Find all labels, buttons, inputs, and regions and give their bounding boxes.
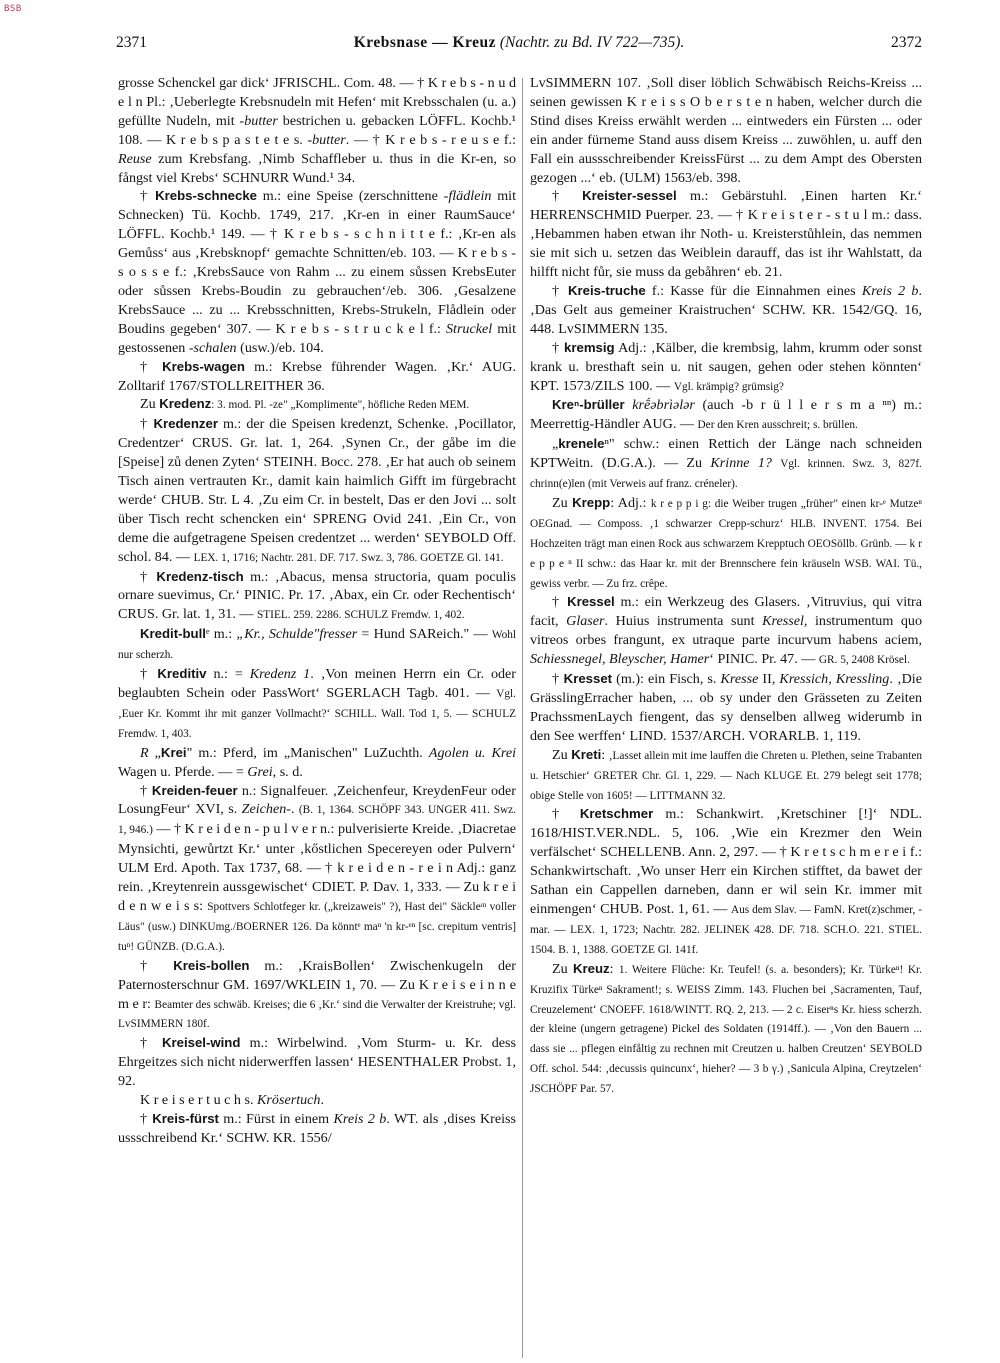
dictionary-paragraph (118, 1110, 516, 1148)
entry-text: . ‚Von meinen Herrn ein Cr. oder beglaubten Schein oder PassWort‘ SGERLACH Tagb. 401. — (118, 666, 516, 701)
headword: Krei (160, 744, 187, 760)
entry-text: . ‚Die GrässlingErracher haben, ... ob sy under den Grässeten zu Zeiten PrachssmenLaych fiengent, das sy denselben allweg widerumb in den See werffen‘ LIND. 1537/ARCH. VORARLB. 1, 119. (530, 671, 922, 744)
italic-text: -flädlein (443, 188, 492, 205)
headword: Kreiden-feuer (151, 782, 238, 798)
reference-note: (B. 1, 1364. SCHÖPF 343. UNGER 411. Swz. 1, 946.) (118, 804, 516, 837)
entry-text: (auch -b r ü l l e r s m a ⁿⁿ) m.: Meerrettig-Händler AUG. — (530, 397, 922, 433)
reference-note: LEX. 1, 1716; Nachtr. 281. DF. 717. Swz. 3, 786. GOETZE Gl. 141. (193, 551, 504, 564)
entry-text: † (552, 806, 580, 823)
italic-text: Grei (247, 763, 273, 780)
text-column-left (118, 74, 516, 1359)
entry-text: † (552, 188, 583, 205)
italic-text: Glaser (566, 613, 605, 630)
entry-text: II, (758, 671, 780, 688)
entry-text: m.: Gebärstuhl. ‚Einen harten Kr.‘ HERRENSCHMID Puerper. 23. — † K r e i s t e r - s t u l m.: dass. ‚Hebammen haben etwan ihr Noth- u. Kreisterstůhlein, das nemmen sie mit sich u. setzen das Weiblein darauff, das ist ihr Wahlstatt, da hilfft nicht fůr, sie muss da gebåhren‘ eb. 21. (530, 188, 922, 281)
headword: Krebs-wagen (162, 358, 245, 374)
entry-text: : (609, 960, 619, 977)
entry-text: . WT. als ‚dises Kreiss ussschreibend Kr.‘ SCHW. KR. 1556/ (118, 1110, 516, 1146)
reference-note: Vgl. ‚Euer Kr. Kommt ihr mit ganzer Vollmacht?‘ SCHILL. Wall. Tod 1, 5. — SCHULZ Fremdw. 1, 403. (118, 688, 516, 740)
headword: Kreisel-wind (161, 1035, 241, 1051)
entry-text: , s. d. (272, 763, 303, 780)
italic-text: Kreis 2 b (333, 1110, 387, 1127)
entry-text: ⁿ" schw.: einen Rettich der Länge nach schneiden KPTWeitn. (D.G.A.). — Zu (530, 436, 922, 472)
entry-text: LvSIMMERN 107. ‚Soll diser löblich Schwäbisch Reichs-Kreiss ... seinen gewissen K r e i s s O b e r s t e n haben, welcher durch die Stind dises Kreiss erwählt werden ... eintweders ein Fürsten ... oder ein ander fürneme Stand auss disem Kreiss ... zuwöhlen, u. auff den Fall ein aussschreibender KreissFürst ... zu dem Ampt des Obersten gezogen ...‘ eb. (ULM) 1563/eb. 398. (530, 75, 922, 186)
dictionary-paragraph (530, 805, 922, 959)
reference-note: GR. 5, 2408 Krösel. (818, 654, 910, 667)
entry-text: K r e i s e r t u c h s. (140, 1092, 258, 1109)
entry-text: † (552, 282, 568, 299)
dictionary-paragraph (118, 625, 516, 665)
entry-text: m.: ‚KraisBollen‘ Zwischenkugeln der Paternosterschnur GM. 1697/WKLEIN 1, 70. — Zu K r e i s e i n n e m e r: (118, 957, 516, 1012)
entry-text: † (552, 671, 564, 688)
entry-text: ᵉ m.: (205, 626, 237, 643)
entry-text: † (552, 339, 565, 356)
entry-text: (usw.)/eb. 104. (236, 339, 324, 356)
entry-text: † (140, 1110, 153, 1127)
entry-text: † (140, 957, 174, 974)
reference-note: ‚Lasset allein mit ime lauffen die Chreten u. Plethen, seine Trabanten u. Hetschier‘ GRETER Chr. Gl. 1, 229. — Nach KLUGE Et. 279 belegt seit 1778; obige Stelle von 1605! — LITTMANN 32. (530, 749, 922, 802)
entry-text: : (601, 746, 609, 763)
italic-text: Struckel (445, 320, 493, 337)
headword: Kretschmer (579, 806, 654, 822)
entry-text: — † K r e i d e n - p u l v e r n.: pulverisierte Kreide. ‚Diacretae Mynsichti, gewůrtzt Kr.‘ unter ‚kőstlichen Specereyen oder Pulvern‘ ULM Erd. Apoth. Tax 1737, 68. — † k r e i d e n - r e i n Adj.: ganz rein. ‚Kreytenrein aussgewischet‘ CDIET. P. Dav. 1, 333. — Zu k r e i d e n w e i s s: (118, 821, 516, 914)
entry-text: m.: der die Speisen kredenzt, Schenke. ‚Pocillator, Credentzer‘ CRUS. Gr. lat. 1, 264. ‚Synen Cr., der gåbe im die [Speise] zů denen Zyten‘ STEINH. Bocc. 278. ‚Er hat auch ob seinem Tisch ainen vertrauten Kr., damit kain haimlich Gifft im fürgebracht werde‘ CHUB. Str. L 4. ‚Zu eim Cr. in bestelt, Das er den Jovi ... solt über Tisch recht schencken ein‘ SPRENG Ovid 241. ‚Ein Cr., von deme die aufgetragene Speisen credentzet ... werden‘ SEYBOLD Off. schol. 84. — (118, 416, 516, 565)
italic-text: Kreis 2 b (861, 282, 919, 299)
reference-note: Vgl. krinnen. Swz. 3, 827f. chrinn(e)len (mit Verweis auf franz. créneler). (530, 458, 922, 491)
entry-text: zum Krebsfang. ‚Nimb Schaffleber u. thus in die Kr-en, so fångst viel Krebs‘ SCHNURR Wund.¹ 34. (118, 150, 516, 186)
entry-text: † (140, 568, 157, 585)
italic-text: Kredenz 1 (249, 666, 311, 683)
reference-note: Spottvers Schlotfeger kr. („kreizaweis" ?), Hast dei" Säckleᶦⁿ voller Läus" (usw.) DINKUmg./BOERNER 126. Da könntᵉ maⁿ 'n kr-ᵉⁿ [sc. crepitum ventris] tuⁿ! GÜNZB. (D.G.A.). (118, 900, 516, 953)
reference-note: Aus dem Slav. — FamN. Kret(z)schmer, -mar. — LEX. 1, 1723; Nachtr. 282. JELINEK 428. DF. 718. SCH.O. 221. STIEL. 1504. B. 1, 1388. GOETZE Gl. 141f. (530, 903, 922, 956)
italic-text: Kresse (720, 671, 759, 688)
entry-text: „ (552, 436, 559, 453)
headword: krenele (558, 436, 605, 452)
headword: Kreti (571, 746, 602, 762)
running-title-main: Krebsnase — Kreuz (353, 34, 496, 51)
headword: Kredenzer (153, 416, 218, 432)
headword: kremsig (564, 339, 615, 355)
headword: Krebs-schnecke (155, 188, 257, 204)
entry-text: Zu (552, 746, 572, 763)
italic-text: Agolen u. Krei (428, 744, 516, 761)
italic-text: Zeichen- (241, 801, 291, 818)
entry-text: : Adj.: (610, 494, 651, 511)
headword: Kreis-fürst (152, 1110, 219, 1126)
page-header (116, 34, 922, 58)
headword: Kreister-sessel (582, 188, 677, 204)
italic-text: Kressich, Kressling (779, 671, 890, 688)
dictionary-paragraph (530, 339, 922, 397)
dictionary-paragraph (118, 74, 516, 187)
reference-note: k r e p p i g: die Weiber trugen „früher" einen kr-ᵉ Mutzeⁿ OEGnad. — Composs. ‚1 schwarzer Crepp-schurz‘ HLB. INVENT. 1754. Bei Hochzeiten trägt man einen Rock aus schwarzem Krepptuch OEOSöllb. Grünb. — k r e p p e ⁿ II schw.: das Haar kr. mit der Brennschere fein kräuseln WSB. WAI. Tü., gewiss verbr. — Zu frz. crêpe. (530, 497, 922, 590)
entry-text: . (290, 801, 299, 818)
reference-note: Der den Kren ausschreit; s. brüllen. (697, 419, 858, 432)
italic-text: Kressel (762, 613, 804, 630)
headword: Kredit-bull (140, 626, 206, 642)
dictionary-paragraph (530, 960, 922, 1099)
dictionary-paragraph (118, 395, 516, 415)
dictionary-paragraph (530, 435, 922, 494)
dictionary-paragraph (118, 358, 516, 396)
headword: Kreuz (573, 960, 610, 976)
dictionary-paragraph (530, 187, 922, 282)
entry-text: † (140, 416, 154, 433)
italic-text: „Kr., Schulde"fresser (236, 626, 358, 643)
reference-note: 1. Weitere Flüche: Kr. Teufel! (s. a. besonders); Kr. Türkeⁿ! Kr. Kruzifix Türkeⁿ Sakrament!; s. WEISS Zimm. 143. Fluchen bei ‚Sacramenten, Tauf, Creuzelement‘ CNOEFF. 1618/WINTT. RQ. 2, 213. — 2 c. Eiserⁿs Kr. hiess scherzh. der kleine (ungern getragene) Pickel des Soldaten (1914ff.). — ‚Von den Bauern ... dass sie ... pflegen einfåltig zu rechnen mit Creutzen u. halben Creutzen‘ SEYBOLD Off. schol. 544: ‚decussis quincunx‘, hieher? — 3 b γ.) ‚Sanicula Alpina, Creytzelen‘ JSCHÖPF Par. 57. (530, 963, 922, 1096)
entry-text: m.: eine Speise (zerschnittene (257, 188, 444, 205)
dictionary-paragraph (530, 593, 922, 670)
entry-text: . Huius instrumenta sunt (604, 613, 763, 630)
dictionary-paragraph (530, 746, 922, 806)
entry-text: Zu (552, 494, 573, 511)
dictionary-paragraph (118, 957, 516, 1035)
entry-text: mit Schnecken) Tü. Kochb. 1749, 217. ‚Kr-en in einer RaumSauce‘ LÖFFL. Kochb.¹ 149. — † K r e b s - s c h n i t t e f.: ‚Kr-en als Gemůss‘ aus ‚Krebsknopf‘ gemachte Schnitten/eb. 103. — K r e b s - s o s s e f.: ‚KrebsSauce von Rahm ... zu einem sůssen KrebsEuter oder sůssen Krebs-Boudin zu gebrauchen‘/eb. 306. ‚Gesalzene KrebsSauce ... zu ... Krebsschnitten, Krebs-Strukeln, Flådlein oder Boudins gegeben‘ 307. — K r e b s - s t r u c k e l f.: (118, 188, 516, 337)
entry-text: f.: Kasse für die Einnahmen eines (645, 282, 862, 299)
dictionary-paragraph (530, 396, 922, 435)
entry-text: . — † K r e b s - r e u s e f.: (345, 131, 516, 148)
entry-text: Wagen u. Pferde. — = (118, 763, 248, 780)
entry-text: m.: Wirbelwind. ‚Vom Sturm- u. Kr. dess Ehrgeitzes sich nicht niderwerffen lassen‘ HESENTHALER Probst. 1, 92. (118, 1035, 516, 1090)
headword: Kreis-bollen (173, 957, 250, 973)
entry-text: grosse Schenckel gar dick‘ JFRISCHL. Com. 48. — † K r e b s - n u d e l n Pl.: ‚Ueberlegte Krebsnudeln mit Hefen‘ mit Krebsschalen (u. a.) gefüllte Nudeln, mit (118, 75, 516, 129)
italic-text: -schalen (188, 339, 237, 356)
entry-text: † (552, 594, 568, 611)
dictionary-paragraph (118, 415, 516, 567)
entry-text: mit gestossenen (118, 320, 516, 356)
entry-text: m.: Fürst in einem (218, 1110, 334, 1127)
entry-text: . (320, 1092, 324, 1109)
entry-text: n.: = (206, 666, 250, 683)
entry-text: m.: Krebse führender Wagen. ‚Kr.‘ AUG. Zolltarif 1767/STOLLREITHER 36. (118, 358, 516, 394)
headword: Kreditiv (157, 666, 207, 682)
entry-text: n.: Signalfeuer. ‚Zeichenfeur, KreydenFeur oder LosungFeur‘ XVI, s. (118, 782, 516, 818)
headword: Kredenz (159, 396, 212, 412)
entry-text: " m.: Pferd, im „Manischen" LuZuchth. (186, 744, 429, 761)
text-column-right (530, 74, 922, 1359)
entry-text: . ‚Das Gelt aus gemeiner Kraistruchen‘ SCHW. KR. 1542/GQ. 16, 448. LvSIMMERN 135. (530, 282, 922, 337)
headword: Kressel (567, 594, 615, 610)
entry-text: † (140, 1035, 162, 1052)
italic-text: Krösertuch (257, 1092, 321, 1109)
dictionary-paragraph (530, 282, 922, 339)
dictionary-paragraph (118, 744, 516, 782)
dictionary-paragraph (118, 665, 516, 744)
entry-text: , instrumentum quo vitreos orbes frangunt, ex utraque parte incurvum habens aciem, (530, 613, 922, 649)
dictionary-paragraph (118, 1091, 516, 1110)
reference-note: : 3. mod. Pl. -ze" „Komplimente", höfliche Reden MEM. (211, 399, 470, 412)
running-title (116, 34, 922, 52)
italic-text: -butter (307, 131, 346, 148)
library-stamp: BSB (4, 4, 22, 14)
italic-text: Schiessnegel, Bleyscher, Hamer (530, 651, 710, 668)
entry-text: Zu (140, 396, 160, 413)
headword: Krepp (572, 494, 611, 510)
entry-text: m.: ‚Abacus, mensa structoria, quam poculis ornare suevimus, Cr.‘ PINIC. Pr. 17. ‚Abax, ein Cr. oder Rechentisch‘ CRUS. Gr. lat. 1, 31. — (118, 568, 516, 623)
dictionary-paragraph (530, 670, 922, 746)
entry-text: „ (148, 744, 161, 761)
headword: Kreⁿ-brüller (552, 397, 625, 413)
italic-text: R (140, 744, 149, 761)
headword: Kresset (563, 671, 613, 687)
entry-text: Adj.: ‚Kälber, die krembsig, lahm, krumm oder sonst krank u. bresthaft sein u. nit saugen, gehen oder stehen könnten‘ KPT. 1573/ZILS 100. — (530, 339, 922, 394)
dictionary-paragraph (530, 74, 922, 187)
italic-text: Krinne 1? (710, 455, 772, 472)
entry-text: † (140, 358, 163, 375)
entry-text: m.: Schankwirt. ‚Kretschiner [!]‘ NDL. 1618/HIST.VER.NDL. 5, 106. ‚Wie ein Krezmer den Wein verfälschet‘ SCHELLENB. Ann. 2, 297. — † K r e t s c h m e r e i f.: Schankwirtschaft. ‚Wo unser Herr ein Kirchen stifftet, da bawet der Sathan ein Cappellen darneben, dann er wil sein Kr. immer mit einmengen‘ CHUB. Post. 1, 61. — (530, 806, 922, 917)
entry-text: (m.): ein Fisch, s. (612, 671, 721, 688)
reference-note: Vgl. krämpig? grümsig? (673, 380, 784, 393)
italic-text: -butter (239, 112, 278, 129)
italic-text: krḗəbrìələr (632, 397, 695, 414)
entry-text: † (140, 782, 152, 799)
entry-text: Zu (552, 960, 574, 977)
reference-note: Beamter des schwäb. Kreises; die 6 ‚Kr.‘ sind die Verwalter der Kreistruhe; vgl. LvSIMMERN 180f. (118, 998, 516, 1031)
page-number-left: 2371 (116, 34, 147, 51)
reference-note: STIEL. 259. 2286. SCHULZ Fremdw. 1, 402. (257, 609, 465, 622)
headword: Kredenz-tisch (156, 568, 244, 584)
dictionary-paragraph (118, 568, 516, 626)
column-divider (522, 78, 523, 1358)
headword: Kreis-truche (567, 282, 646, 298)
entry-text: † (140, 188, 156, 205)
running-title-note: (Nachtr. zu Bd. IV 722—735). (499, 34, 685, 51)
dictionary-paragraph (118, 187, 516, 357)
dictionary-paragraph (530, 494, 922, 594)
entry-text: m.: ein Werkzeug des Glasers. ‚Vitruvius, qui vitra facit, (530, 594, 922, 630)
entry-text (772, 455, 780, 471)
reference-note: Wohl nur scherzh. (118, 629, 516, 662)
entry-text: ‘ PINIC. Pr. 47. — (709, 651, 819, 668)
italic-text: Reuse (118, 150, 152, 167)
page-number-right: 2372 (891, 34, 922, 51)
entry-text: † (140, 666, 158, 683)
dictionary-paragraph (118, 1034, 516, 1091)
entry-text: = Hund SAReich." — (357, 626, 492, 643)
dictionary-paragraph (118, 782, 516, 957)
entry-text: bestrichen u. gebacken LÖFFL. Kochb.¹ 108. — K r e b s p a s t e t e s. (118, 112, 516, 148)
